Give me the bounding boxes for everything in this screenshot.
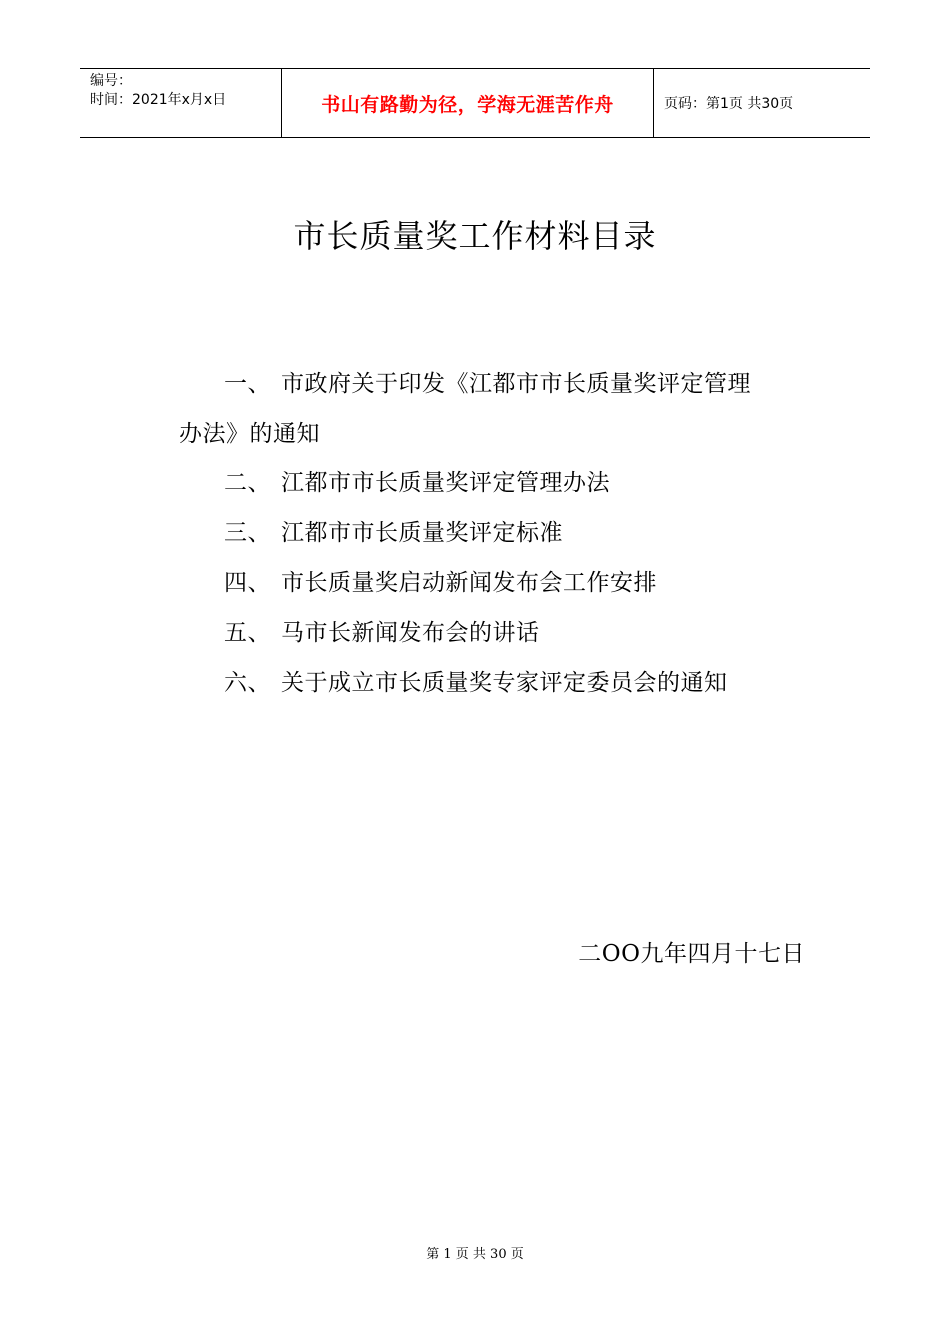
- header-motto-cell: [281, 69, 654, 137]
- contents-item-text: 马市长新闻发布会的讲话: [281, 620, 540, 646]
- page-footer: 第 1 页 共 30 页: [426, 1247, 524, 1262]
- page-title: 市长质量奖工作材料目录: [293, 217, 657, 255]
- contents-item-number: 二、: [224, 470, 271, 496]
- contents-item-number: 五、: [224, 620, 271, 646]
- contents-item-4: [224, 566, 657, 600]
- document-date: 二OO九年四月十七日: [578, 941, 805, 967]
- header-page-cell: [654, 69, 870, 137]
- contents-item-number: 四、: [224, 570, 271, 596]
- contents-item-text: 市政府关于印发《江都市市长质量奖评定管理: [281, 371, 751, 397]
- document-number-label: 编号：: [90, 73, 132, 89]
- header-table: [80, 68, 870, 138]
- header-page-label: 页码：第1页 共30页: [664, 96, 794, 112]
- header-meta-cell: [80, 69, 281, 137]
- contents-item-1-continuation: 办法》的通知: [179, 421, 320, 447]
- contents-item-5: [224, 616, 540, 650]
- contents-item-2: [224, 466, 610, 500]
- contents-item-6: [224, 666, 728, 700]
- contents-item-1: [224, 367, 751, 401]
- contents-item-number: 一、: [224, 371, 271, 397]
- contents-item-text: 关于成立市长质量奖专家评定委员会的通知: [281, 670, 728, 696]
- contents-item-3: [224, 516, 563, 550]
- document-time-label: 时间：2021年x月x日: [90, 92, 227, 108]
- contents-item-number: 六、: [224, 670, 271, 696]
- contents-item-number: 三、: [224, 520, 271, 546]
- contents-item-text: 江都市市长质量奖评定标准: [281, 520, 563, 546]
- contents-item-text: 市长质量奖启动新闻发布会工作安排: [281, 570, 657, 596]
- header-motto: 书山有路勤为径，学海无涯苦作舟: [321, 93, 614, 116]
- contents-item-text: 江都市市长质量奖评定管理办法: [281, 470, 610, 496]
